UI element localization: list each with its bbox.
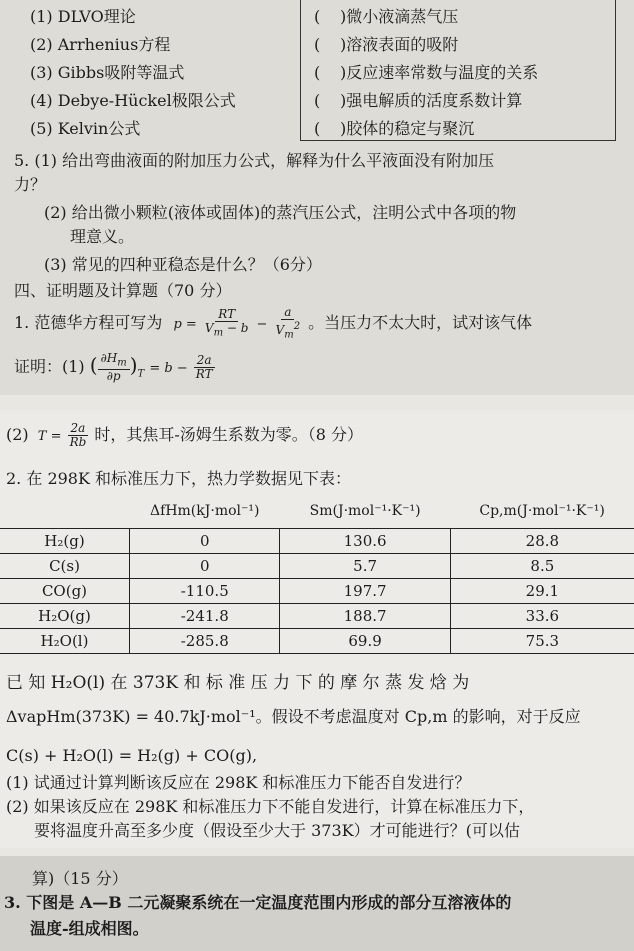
table-header-cell: ΔfHm(kJ·mol⁻¹) <box>150 503 260 519</box>
table-cell: 5.7 <box>280 554 450 579</box>
right-item-4: ( )强电解质的活度系数计算 <box>314 91 523 110</box>
table-cell: H₂O(g) <box>0 604 130 629</box>
subquestion-2-cont: 要将温度升高至多少度（假设至少大于 373K）才可能进行？(可以估 <box>34 821 520 840</box>
page-section-middle <box>0 410 634 848</box>
right-item-2: ( )溶液表面的吸附 <box>314 35 459 54</box>
fraction-2a-rb: $\frac{2a}{Rb}$ <box>67 422 90 449</box>
fraction-rt: $\frac{RT}{V_m - b}$ <box>204 307 249 339</box>
right-item-1: ( )微小液滴蒸气压 <box>314 7 459 26</box>
right-item-5: ( )胶体的稳定与聚沉 <box>314 119 475 138</box>
table-row <box>0 529 634 554</box>
vdw-equation-line: 1. 范德华方程可写为 p = $\frac{RT}{V_m - b}$ − $\frac{a}{V_m^2}$ 。当压力不太大时，试对该气体 <box>14 305 533 341</box>
table-header-cell: Sm(J·mol⁻¹·K⁻¹) <box>309 503 421 519</box>
fraction-2a-rt: $\frac{2a}{RT}$ <box>195 353 213 382</box>
table-cell: 69.9 <box>280 629 450 654</box>
right-item-3: ( )反应速率常数与温度的关系 <box>314 63 539 82</box>
table-row <box>0 629 634 654</box>
table-row <box>0 604 634 629</box>
table-cell: 8.5 <box>450 554 634 579</box>
subquestion-1: (1) 试通过计算判断该反应在 298K 和标准压力下能否自发进行？ <box>6 773 471 792</box>
table-cell: H₂(g) <box>0 529 130 554</box>
thermo-data-table <box>0 494 634 654</box>
table-row <box>0 579 634 604</box>
q5-part1: 5. (1) 给出弯曲液面的附加压力公式，解释为什么平液面没有附加压 <box>14 151 495 170</box>
q5-part3: (3) 常见的四种亚稳态是什么？（6分） <box>44 255 322 274</box>
table-cell: H₂O(l) <box>0 629 130 654</box>
score-line: 算)（15 分） <box>32 869 128 888</box>
table-cell: 0 <box>130 529 280 554</box>
table-cell: 197.7 <box>280 579 450 604</box>
table-header-cell: Cp,m(J·mol⁻¹·K⁻¹) <box>479 503 605 519</box>
left-item-2: (2) Arrhenius方程 <box>30 35 171 54</box>
known-line-2: ΔvapHm(373K) = 40.7kJ·mol⁻¹。假设不考虑温度对 Cp,m 的影响，对于反应 <box>6 707 581 726</box>
table-row <box>0 554 634 579</box>
fraction-a: $\frac{a}{V_m^2}$ <box>275 305 301 341</box>
subquestion-2: (2) 如果该反应在 298K 和标准压力下不能自发进行，计算在标准压力下， <box>6 797 535 816</box>
known-line-1: 已 知 H₂O(l) 在 373K 和 标 准 压 力 下 的 摩 尔 蒸 发 焓 为 <box>6 673 470 693</box>
page-section-top <box>0 0 634 395</box>
left-item-5: (5) Kelvin公式 <box>30 119 141 138</box>
left-item-3: (3) Gibbs吸附等温式 <box>30 63 185 82</box>
left-item-1: (1) DLVO理论 <box>30 7 136 26</box>
q5-part2: (2) 给出微小颗粒(液体或固体)的蒸汽压公式，注明公式中各项的物 <box>44 203 517 222</box>
table-cell: CO(g) <box>0 579 130 604</box>
q3-line-cont: 温度-组成相图。 <box>30 919 149 938</box>
table-cell: -285.8 <box>130 629 280 654</box>
section-heading: 四、证明题及计算题（70 分） <box>14 281 232 300</box>
table-cell: C(s) <box>0 554 130 579</box>
q2-condition-line: (2) T = $\frac{2a}{Rb}$ 时，其焦耳-汤姆生系数为零。（8 分） <box>6 421 364 449</box>
q2-title: 2. 在 298K 和标准压力下，热力学数据见下表： <box>6 469 352 488</box>
table-cell: 130.6 <box>280 529 450 554</box>
table-header-row <box>0 494 634 529</box>
table-cell: -241.8 <box>130 604 280 629</box>
proof-line: 证明：(1) ( $\frac{\partial H_m}{\partial p}$ )$_T = b$ − $\frac{2a}{RT}$ <box>14 352 216 383</box>
reaction-equation: C(s) + H₂O(l) = H₂(g) + CO(g), <box>6 746 258 765</box>
table-cell: 0 <box>130 554 280 579</box>
q5-part1-cont: 力？ <box>14 175 47 194</box>
table-header-cell <box>0 494 130 529</box>
table-cell: -110.5 <box>130 579 280 604</box>
fraction-dh-dp: $\frac{\partial H_m}{\partial p}$ <box>98 352 130 383</box>
table-cell: 75.3 <box>450 629 634 654</box>
q5-part2-cont: 理意义。 <box>70 227 135 246</box>
table-cell: 33.6 <box>450 604 634 629</box>
table-cell: 29.1 <box>450 579 634 604</box>
q3-line: 3. 下图是 A—B 二元凝聚系统在一定温度范围内形成的部分互溶液体的 <box>4 893 512 912</box>
page-section-bottom <box>0 856 634 951</box>
table-cell: 28.8 <box>450 529 634 554</box>
table-cell: 188.7 <box>280 604 450 629</box>
left-item-4: (4) Debye-Hückel极限公式 <box>30 91 236 110</box>
